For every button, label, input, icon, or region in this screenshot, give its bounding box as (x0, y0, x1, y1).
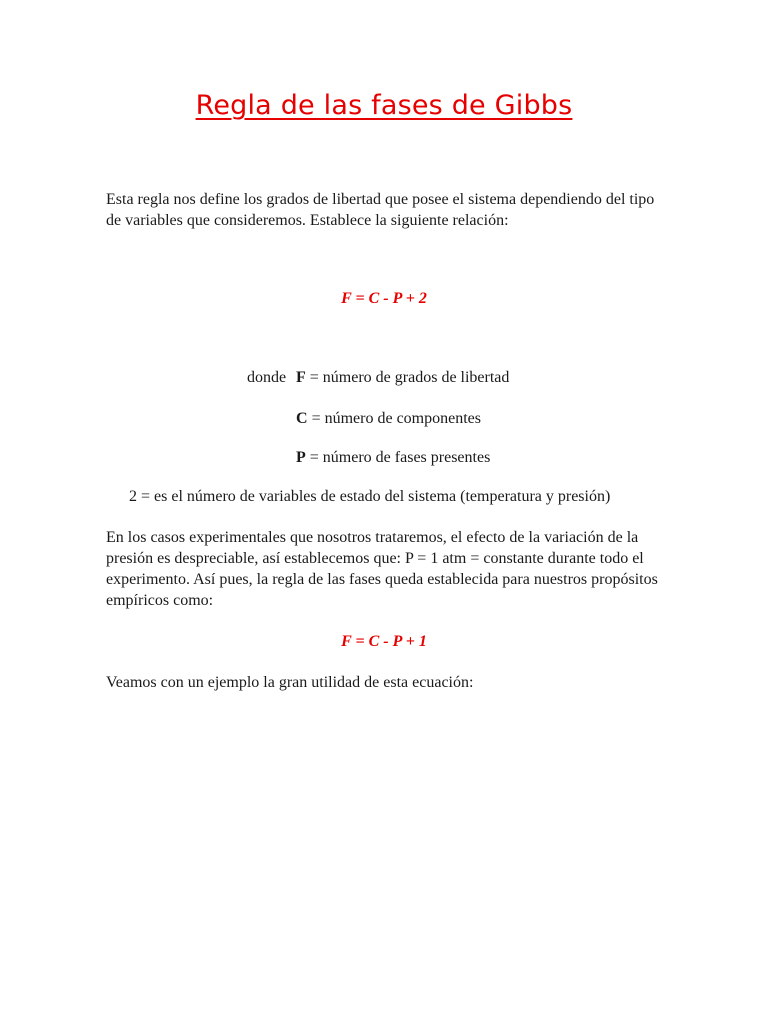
definition-f (296, 369, 509, 387)
definition-text: = número de grados de libertad (305, 369, 510, 386)
formula-gibbs-general: F = C - P + 2 (341, 290, 427, 307)
definition-symbol: P (296, 449, 306, 466)
page-title: Regla de las fases de Gibbs (195, 90, 573, 121)
definition-text: = número de componentes (307, 410, 481, 427)
definition-symbol: 2 (129, 488, 137, 505)
pressure-paragraph: En los casos experimentales que nosotros trataremos, el efecto de la variación de la presión es despreciable, así establecemos que: P = 1 atm = constante durante todo el experimento. Así pues, la regla de las fases queda establecida para nuestros propósitos empíricos como: (106, 529, 658, 609)
definition-symbol: F (296, 369, 306, 386)
definition-c (296, 410, 481, 428)
definition-p (296, 449, 490, 467)
formula-gibbs-constant-pressure: F = C - P + 1 (341, 633, 427, 650)
definition-2 (129, 488, 610, 506)
intro-paragraph: Esta regla nos define los grados de libertad que posee el sistema dependiendo del tipo de variables que consideremos. Establece la siguiente relación: (106, 191, 655, 229)
example-intro-paragraph: Veamos con un ejemplo la gran utilidad de esta ecuación: (106, 674, 474, 691)
definition-text: = número de fases presentes (305, 449, 491, 466)
definition-text: = es el número de variables de estado del sistema (temperatura y presión) (137, 488, 611, 505)
definition-symbol: C (296, 410, 308, 427)
definitions-lead: donde (247, 369, 287, 386)
